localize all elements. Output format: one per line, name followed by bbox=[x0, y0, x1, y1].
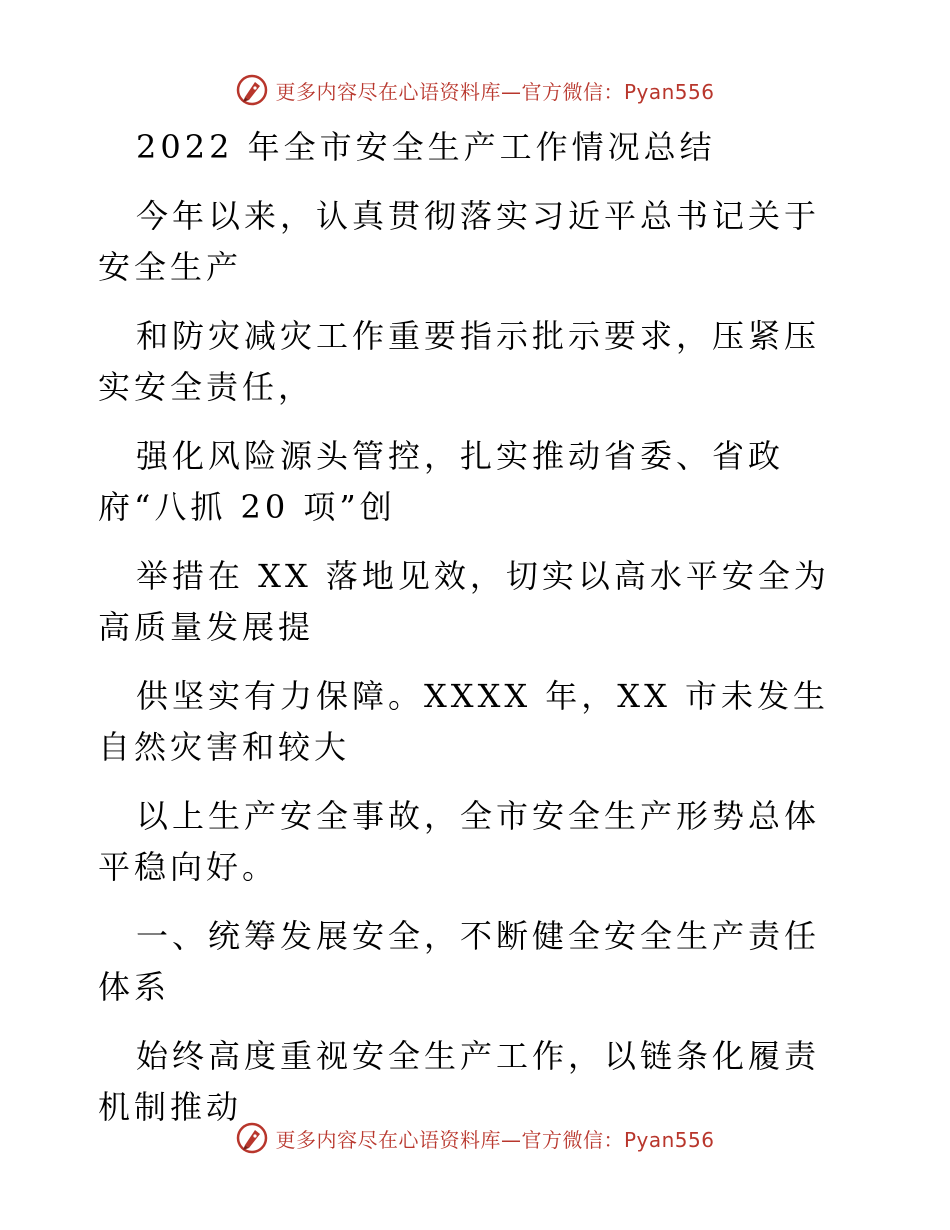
document-title: 2022 年全市安全生产工作情况总结 bbox=[136, 128, 716, 166]
paragraph: 今年以来，认真贯彻落实习近平总书记关于安全生产 bbox=[98, 197, 821, 286]
paragraph: 始终高度重视安全生产工作，以链条化履责机制推动 bbox=[98, 1037, 821, 1126]
pen-nib-circle-icon bbox=[235, 73, 269, 107]
pen-nib-circle-icon bbox=[235, 1121, 269, 1155]
footer-watermark bbox=[0, 1118, 950, 1158]
paragraph: 以上生产安全事故，全市安全生产形势总体平稳向好。 bbox=[98, 797, 821, 886]
paragraph: 和防灾减灾工作重要指示批示要求，压紧压实安全责任， bbox=[98, 317, 821, 406]
header-watermark bbox=[0, 70, 950, 110]
document-body bbox=[98, 122, 853, 1151]
paragraph: 供坚实有力保障。XXXX 年，XX 市未发生自然灾害和较大 bbox=[98, 677, 830, 766]
paragraph: 强化风险源头管控，扎实推动省委、省政府“八抓 20 项”创 bbox=[98, 437, 785, 526]
watermark-text: 更多内容尽在心语资料库—官方微信：Pyan556 bbox=[275, 1127, 715, 1152]
section-heading: 一、统筹发展安全，不断健全安全生产责任体系 bbox=[98, 917, 821, 1006]
watermark-text: 更多内容尽在心语资料库—官方微信：Pyan556 bbox=[275, 79, 715, 104]
paragraph: 举措在 XX 落地见效，切实以高水平安全为高质量发展提 bbox=[98, 557, 830, 646]
